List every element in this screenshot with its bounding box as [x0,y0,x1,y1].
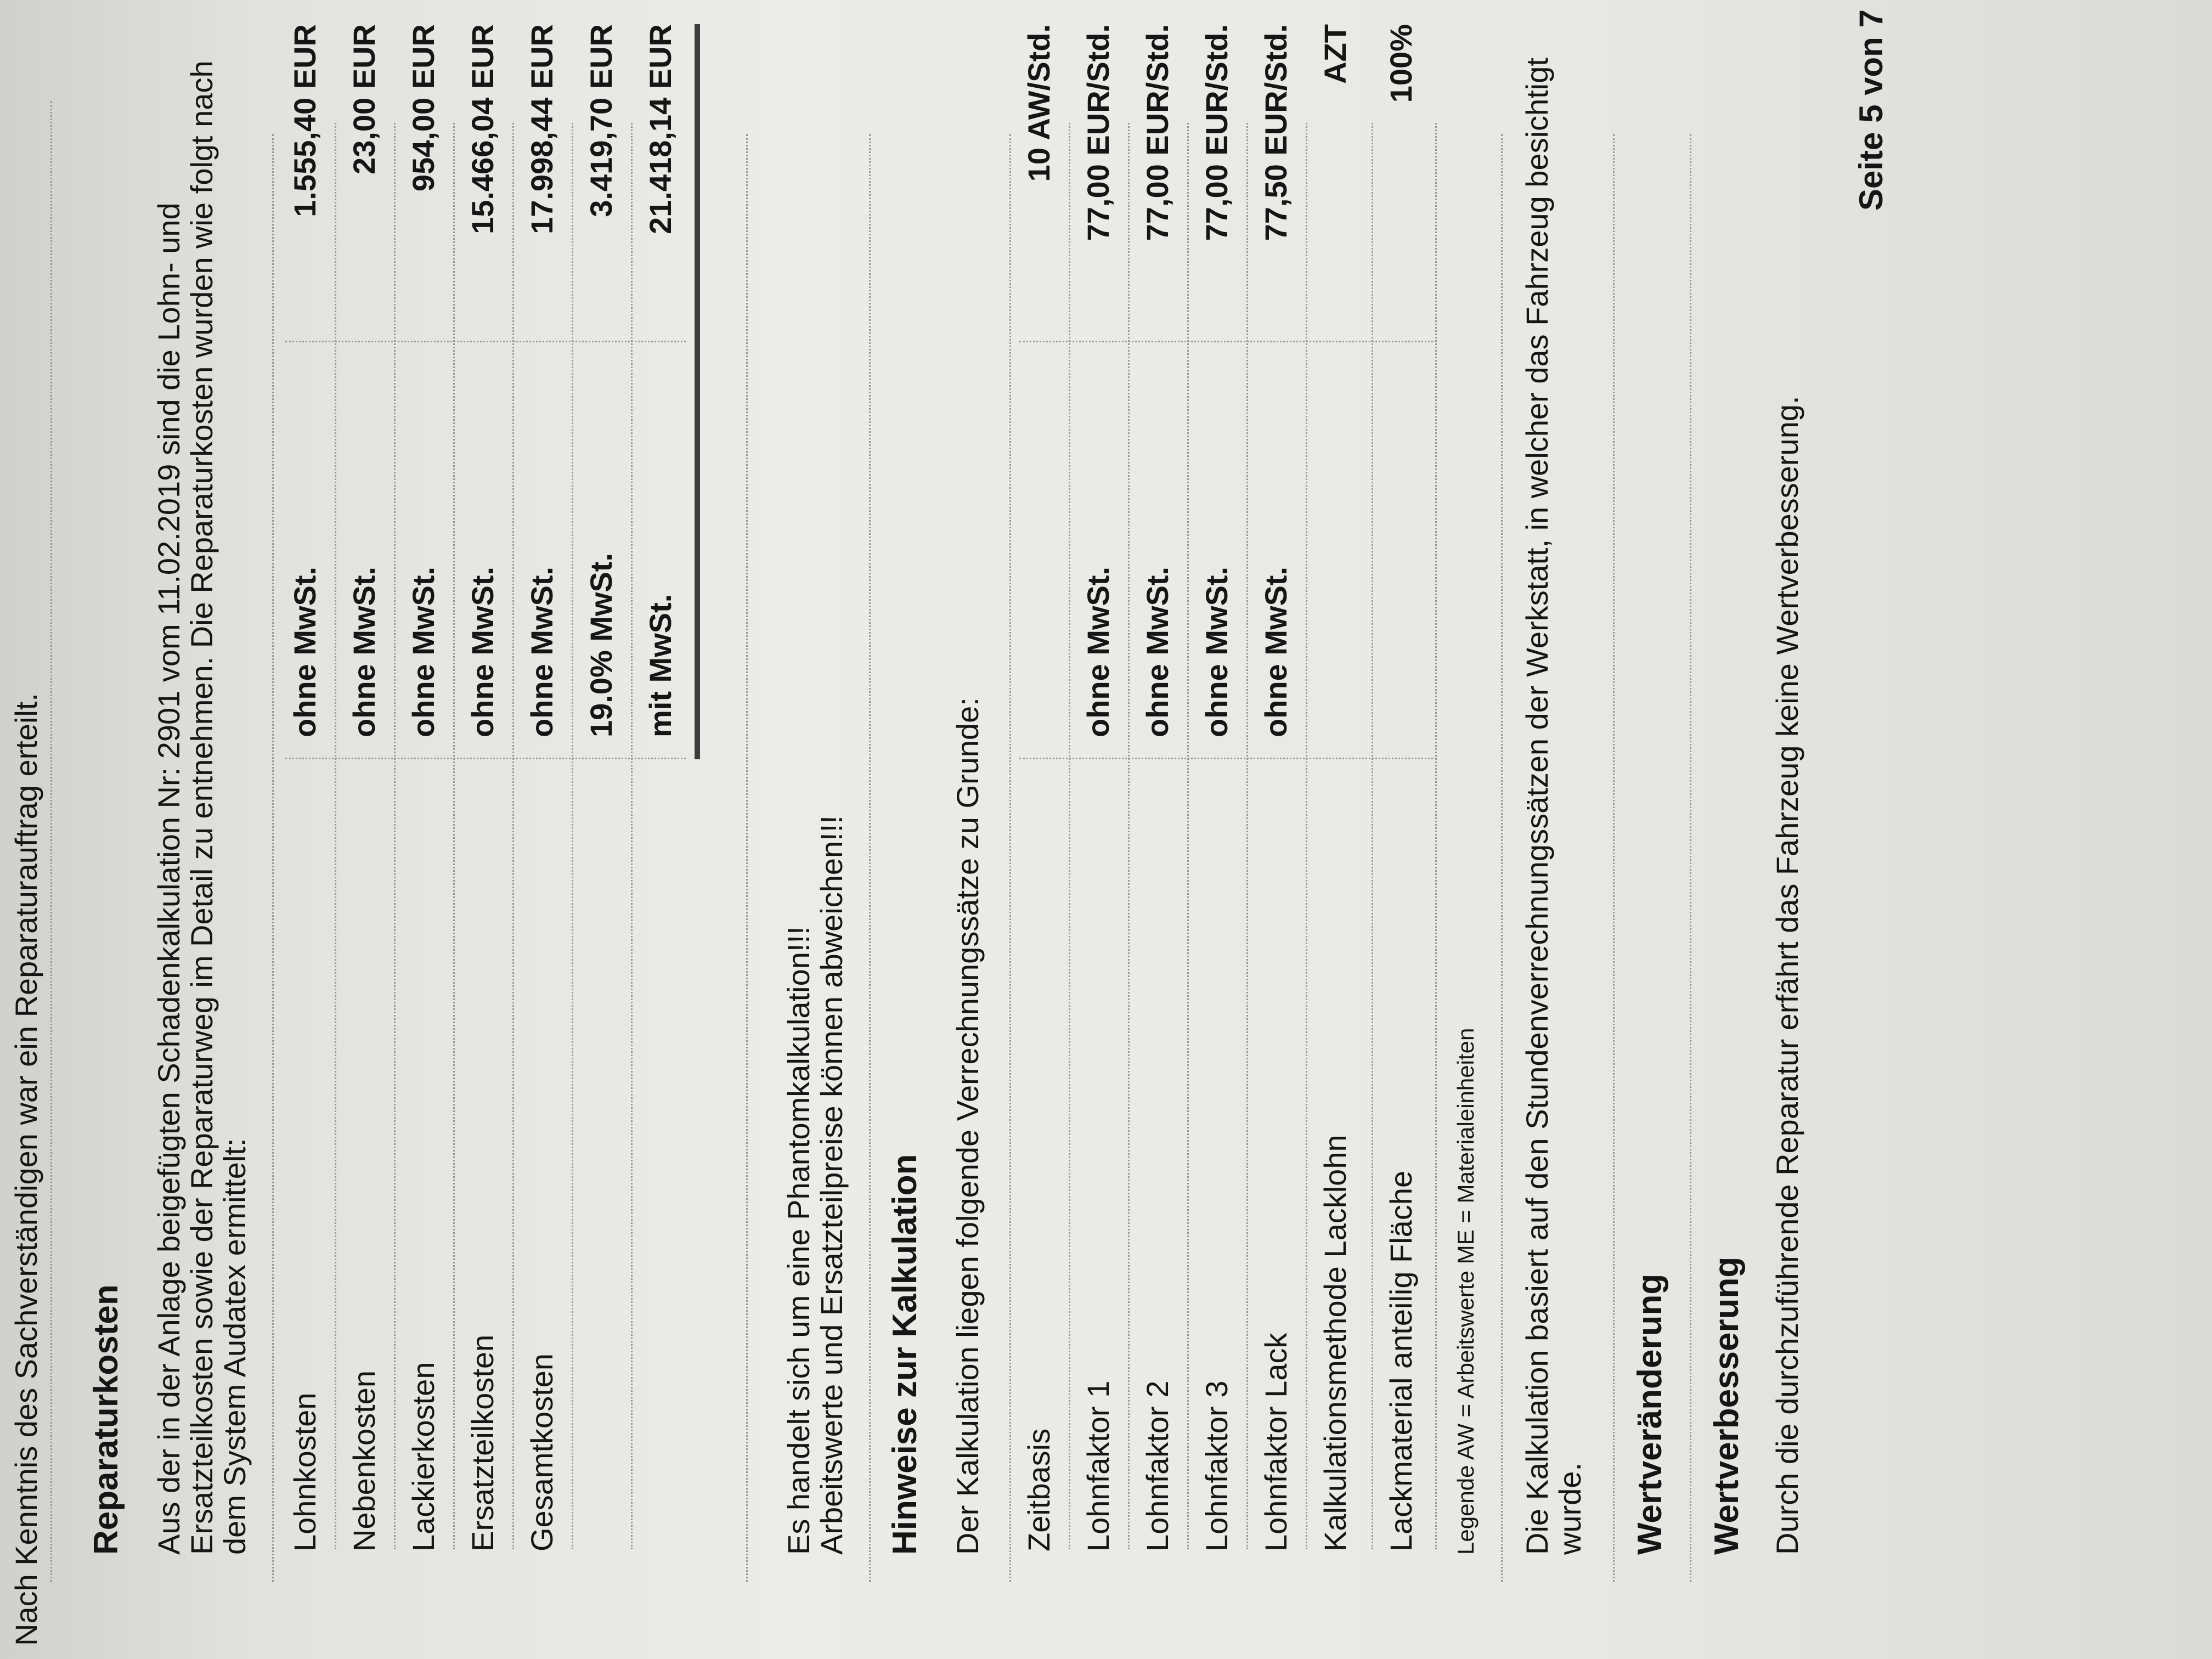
rate-row-label: Lohnfaktor 1 [1081,1380,1115,1551]
cost-row-amount: 23,00 EUR [347,24,381,174]
hinweise-intro: Der Kalkulation liegen folgende Verrechnungssätze zu Grunde: [950,697,985,1555]
divider [869,134,871,1582]
reparaturkosten-text-1: Aus der in der Anlage beigefügten Schadenkalkulation Nr: 2901 vom 11.02.2019 sind die Lohn- und [151,202,186,1555]
rate-row-tax: ohne MwSt. [1081,566,1115,737]
reparaturkosten-text-3: dem System Audatex ermittelt: [217,1138,252,1555]
divider [746,134,748,1582]
row-divider [1187,123,1189,1549]
section-title-wertverbesserung: Wertverbesserung [1708,1256,1746,1555]
legend: Legende AW = Arbeitswerte ME = Materialeinheiten [1453,1028,1479,1555]
row-divider [1069,123,1070,1549]
phantom-notice-line-1: Es handelt sich um eine Phantomkalkulation!!! [781,926,816,1555]
row-divider [1246,123,1248,1549]
column-divider [1019,341,1436,342]
rate-row-value: AZT [1318,24,1352,84]
cost-row-tax: ohne MwSt. [406,566,441,737]
column-divider [285,341,686,342]
column-divider [1019,758,1436,759]
cost-row-tax: 19.0% MwSt. [584,552,618,737]
cost-row-label: Ersatzteilkosten [465,1334,500,1551]
cost-row-amount: 1.555,40 EUR [287,24,322,217]
cost-row-amount: 3.419,70 EUR [584,24,618,217]
row-divider [1372,123,1373,1549]
page-number: Seite 5 von 7 [1853,9,1889,211]
rate-row-value: 100% [1384,24,1418,103]
divider [272,134,274,1582]
rate-row-value: 77,00 EUR/Std. [1081,24,1115,241]
cost-row-tax: mit MwSt. [643,594,678,737]
cost-row-amount: 15.466,04 EUR [465,24,500,234]
row-divider [512,123,514,1549]
section-title-hinweise: Hinweise zur Kalkulation [886,1154,924,1555]
rate-row-tax: ohne MwSt. [1199,566,1234,737]
divider [1501,134,1503,1582]
basis-text-line-1: Die Kalkulation basiert auf den Stundenverrechnungssätzen der Werkstatt, in welcher das Fahrzeug besichtigt [1520,58,1554,1555]
divider [1009,134,1011,1582]
rate-row-value: 77,50 EUR/Std. [1259,24,1293,241]
row-divider [631,123,633,1549]
intro-line: Nach Kenntnis des Sachverständigen war ein Reparaturauftrag erteilt. [9,693,43,1646]
section-title-wertveraenderung: Wertveränderung [1631,1273,1669,1555]
row-divider [1435,123,1437,1549]
cost-row-amount: 17.998,44 EUR [524,24,559,234]
cost-row-tax: ohne MwSt. [524,566,559,737]
basis-text-line-2: wurde. [1553,1462,1587,1555]
cost-row-label: Lackierkosten [406,1362,441,1551]
divider [1690,134,1691,1582]
cost-row-amount: 21.418,14 EUR [643,24,678,234]
row-divider [1128,123,1130,1549]
cost-row-label: Gesamtkosten [524,1353,559,1551]
row-divider [394,123,396,1549]
divider [50,101,52,1582]
row-divider [335,123,336,1549]
row-divider [572,123,573,1549]
row-divider [453,123,455,1549]
cost-row-amount: 954,00 EUR [406,24,441,192]
total-underline [695,24,700,759]
rate-row-label: Lohnfaktor Lack [1259,1333,1293,1551]
divider [1613,134,1615,1582]
rate-row-value: 77,00 EUR/Std. [1199,24,1234,241]
rate-row-label: Lohnfaktor 3 [1199,1380,1234,1551]
column-divider [285,758,686,759]
wertverbesserung-text: Durch die durchzuführende Reparatur erfährt das Fahrzeug keine Wertverbesserung. [1770,396,1804,1555]
rate-row-tax: ohne MwSt. [1140,566,1175,737]
rate-row-value: 77,00 EUR/Std. [1140,24,1175,241]
reparaturkosten-text-2: Ersatzteilkosten sowie der Reparaturweg im Detail zu entnehmen. Die Reparaturkosten wurden wie folgt nach [184,60,219,1555]
rate-row-value: 10 AW/Std. [1022,24,1056,182]
cost-row-tax: ohne MwSt. [287,566,322,737]
phantom-notice-line-2: Arbeitswerte und Ersatzteilpreise können abweichen!!! [814,815,849,1555]
cost-row-label: Nebenkosten [347,1370,381,1551]
rate-row-tax: ohne MwSt. [1259,566,1293,737]
rate-row-label: Lohnfaktor 2 [1140,1380,1175,1551]
cost-row-label: Lohnkosten [287,1392,322,1551]
cost-row-tax: ohne MwSt. [465,566,500,737]
rate-row-label: Zeitbasis [1022,1428,1056,1551]
cost-row-tax: ohne MwSt. [347,566,381,737]
rate-row-label: Lackmaterial anteilig Fläche [1384,1170,1418,1551]
section-title-reparaturkosten: Reparaturkosten [87,1284,125,1555]
row-divider [1306,123,1307,1549]
rate-row-label: Kalkulationsmethode Lacklohn [1318,1135,1352,1551]
